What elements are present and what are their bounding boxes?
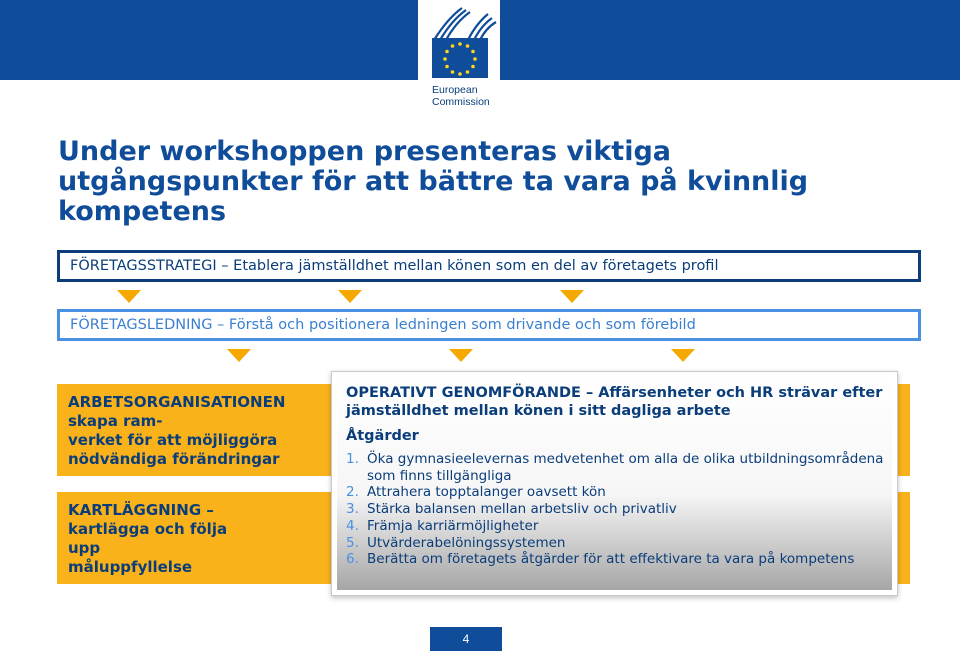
list-item: [346, 535, 886, 552]
down-arrow-icon: [671, 349, 695, 362]
org-line-3: verket för att möjliggöra: [68, 431, 278, 449]
list-item: [346, 551, 886, 568]
list-item-number: 5.: [346, 534, 359, 551]
list-item-text: Utvärderabelöningssystemen: [367, 534, 566, 551]
work-organisation-text: [68, 393, 285, 469]
list-item-number: 3.: [346, 501, 359, 518]
list-item: [346, 484, 886, 501]
card-heading: OPERATIVT GENOMFÖRANDE – Affärsenheter och HR strävar efter jämställdhet mellan könen i sitt dagliga arbete: [346, 385, 883, 419]
card-subheading: Åtgärder: [346, 428, 419, 444]
list-item: [346, 451, 886, 484]
down-arrow-icon: [338, 290, 362, 303]
strategy-box: [57, 250, 921, 282]
list-item-number: 6.: [346, 551, 359, 568]
management-text: FÖRETAGSLEDNING – Förstå och positionera ledningen som drivande och som förebild: [70, 317, 696, 333]
eu-flag-icon: [418, 0, 500, 84]
mapping-line-2: kartlägga och följa: [68, 520, 228, 538]
down-arrow-icon: [449, 349, 473, 362]
strategy-text: FÖRETAGSSTRATEGI – Etablera jämställdhet mellan könen som en del av företagets profil: [70, 258, 719, 274]
list-item-text: Öka gymnasieelevernas medvetenhet om alla de olika utbildningsområdena som finns tillgängliga: [367, 451, 884, 484]
down-arrow-icon: [117, 290, 141, 303]
mapping-text: [68, 501, 227, 577]
org-line-4: nödvändiga förändringar: [68, 450, 280, 468]
list-item-number: 4.: [346, 517, 359, 534]
list-item: [346, 501, 886, 518]
page-title: Under workshoppen presenteras viktiga utgångspunkter för att bättre ta vara på kvinnlig kompetens: [58, 136, 809, 227]
list-item-text: Berätta om företagets åtgärder för att effektivare ta vara på kompetens: [367, 551, 855, 568]
logo-line-european: European: [432, 84, 478, 96]
list-item-number: 2.: [346, 484, 359, 501]
org-line-2: skapa ram-: [68, 412, 163, 430]
list-item: [346, 518, 886, 535]
actions-list: [346, 451, 886, 568]
down-arrow-icon: [227, 349, 251, 362]
logo-line-commission: Commission: [432, 96, 490, 108]
operational-card: [331, 371, 898, 596]
list-item-number: 1.: [346, 451, 359, 467]
logo-wordmark: [432, 84, 502, 108]
mapping-line-1: KARTLÄGGNING –: [68, 501, 214, 519]
org-line-1: ARBETSORGANISATIONEN: [68, 393, 286, 411]
list-item-text: Stärka balansen mellan arbetsliv och privatliv: [367, 501, 677, 518]
down-arrow-icon: [560, 290, 584, 303]
management-box: [57, 309, 921, 341]
page-number: 4: [430, 627, 502, 651]
list-item-text: Främja karriärmöjligheter: [367, 517, 539, 534]
list-item-text: Attrahera topptalanger oavsett kön: [367, 484, 606, 501]
mapping-line-3: upp: [68, 539, 101, 557]
mapping-line-4: måluppfyllelse: [68, 558, 193, 576]
